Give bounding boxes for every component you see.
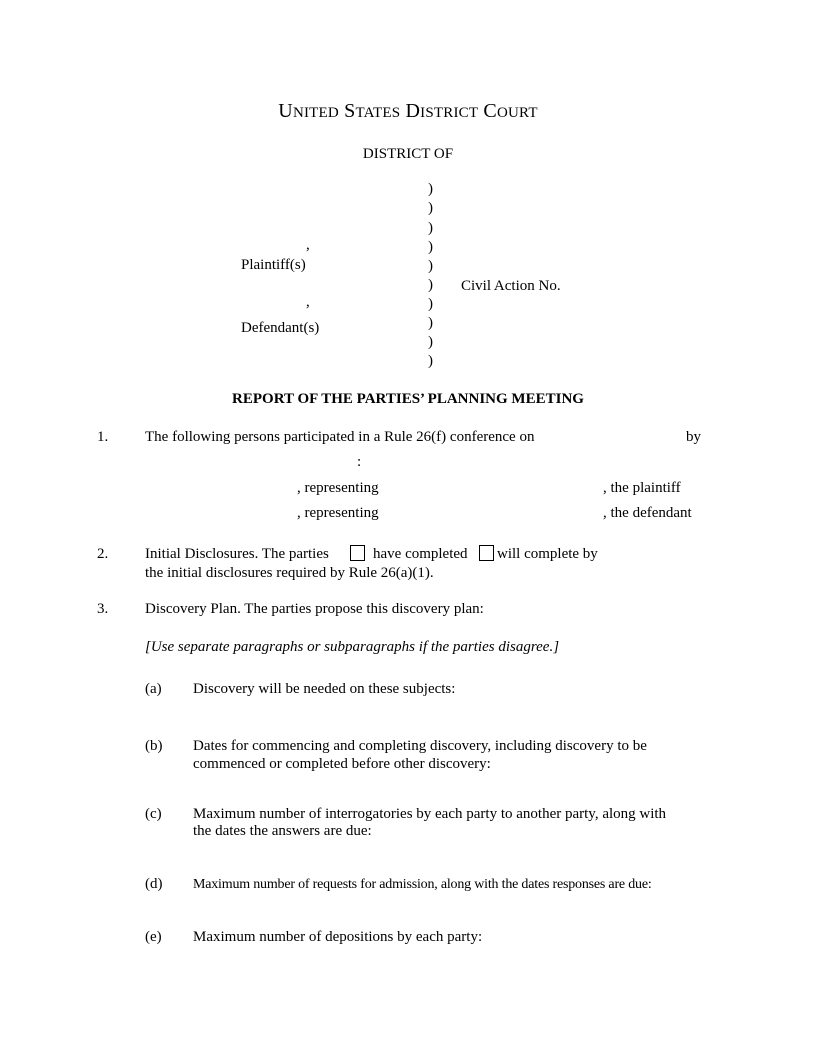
- plaintiff-label: Plaintiff(s): [241, 257, 306, 273]
- will-complete-label: will complete by: [497, 546, 598, 562]
- item1-by: by: [686, 429, 701, 445]
- caption-paren: ): [428, 296, 433, 312]
- item1-rep1-representing: , representing: [297, 480, 379, 496]
- caption-paren: ): [428, 239, 433, 255]
- court-title-letter: D: [405, 100, 421, 122]
- court-title-letter: C: [483, 100, 497, 122]
- item1-rep2-role: , the defendant: [603, 505, 692, 521]
- subitem-text: Maximum number of requests for admission, along with the dates responses are due:: [193, 877, 652, 892]
- court-title-letter: U: [278, 100, 293, 122]
- item2-text: Initial Disclosures. The parties: [145, 546, 329, 562]
- subitem-label: (d): [145, 876, 163, 892]
- subitem-label: (c): [145, 806, 162, 822]
- caption-paren: ): [428, 258, 433, 274]
- item1-rep2-representing: , representing: [297, 505, 379, 521]
- court-title: [0, 100, 816, 123]
- subitem-text: Dates for commencing and completing discovery, including discovery to be: [193, 738, 647, 754]
- district-label: DISTRICT OF: [362, 146, 454, 162]
- caption-paren: ): [428, 277, 433, 293]
- item-number: 1.: [97, 429, 109, 445]
- court-title-word: OURT: [496, 105, 538, 121]
- subitem-text: Maximum number of interrogatories by each party to another party, along with: [193, 806, 667, 822]
- defendant-comma: ,: [306, 294, 310, 310]
- caption-paren: ): [428, 220, 433, 236]
- will-complete-checkbox[interactable]: [479, 545, 494, 561]
- item1-text: The following persons participated in a Rule 26(f) conference on: [145, 429, 535, 445]
- court-title-word: ISTRICT: [420, 105, 479, 121]
- caption-paren: ): [428, 181, 433, 197]
- civil-action-label: Civil Action No.: [461, 278, 561, 294]
- court-title-word: TATES: [355, 105, 401, 121]
- subitem-text: Maximum number of depositions by each party:: [193, 929, 483, 945]
- item-number: 2.: [97, 546, 109, 562]
- subitem-text: Discovery will be needed on these subjects:: [193, 681, 456, 697]
- subitem-text: commenced or completed before other discovery:: [193, 756, 491, 772]
- court-title-word: NITED: [292, 105, 339, 121]
- subitem-text: the dates the answers are due:: [193, 823, 372, 839]
- caption-paren: ): [428, 334, 433, 350]
- subitem-label: (e): [145, 929, 162, 945]
- have-completed-checkbox[interactable]: [350, 545, 365, 561]
- item-number: 3.: [97, 601, 109, 617]
- subitem-label: (b): [145, 738, 163, 754]
- subitem-label: (a): [145, 681, 162, 697]
- caption-paren: ): [428, 353, 433, 369]
- item1-rep1-role: , the plaintiff: [603, 480, 681, 496]
- item1-colon: :: [357, 454, 362, 470]
- item3-instruction: [Use separate paragraphs or subparagraphs if the parties disagree.]: [145, 639, 560, 655]
- defendant-label: Defendant(s): [241, 320, 320, 336]
- caption-paren: ): [428, 315, 433, 331]
- caption-paren: ): [428, 200, 433, 216]
- item2-text-continued: the initial disclosures required by Rule 26(a)(1).: [145, 565, 434, 581]
- court-title-letter: S: [344, 100, 356, 122]
- have-completed-label: have completed: [373, 546, 468, 562]
- report-heading: REPORT OF THE PARTIES’ PLANNING MEETING: [232, 391, 584, 407]
- item3-text: Discovery Plan. The parties propose this discovery plan:: [145, 601, 484, 617]
- plaintiff-comma: ,: [306, 237, 310, 253]
